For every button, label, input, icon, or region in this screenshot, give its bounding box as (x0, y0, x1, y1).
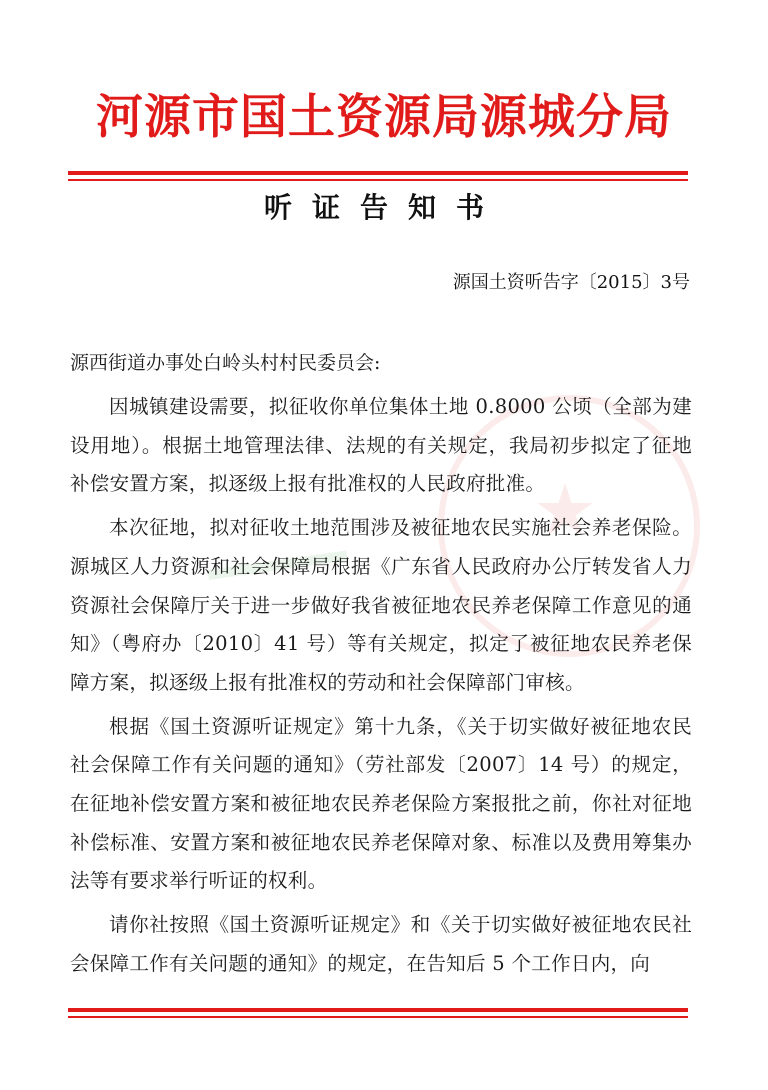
document-title: 听证告知书 (263, 191, 504, 224)
paragraph: 请你社按照《国土资源听证规定》和《关于切实做好被征地农民社会保障工作有关问题的通知》的规定，在告知后 5 个工作日内，向 (70, 913, 692, 975)
header-rule-thin (68, 179, 688, 181)
paragraph: 因城镇建设需要，拟征收你单位集体土地 0.8000 公顷（全部为建设用地）。根据土地管理法律、法规的有关规定，我局初步拟定了征地补偿安置方案，拟逐级上报有批准权的人民政府批准。 (70, 395, 692, 496)
letter-body (70, 388, 692, 989)
addressee: 源西街道办事处白岭头村村民委员会: (70, 352, 381, 374)
header-rule-thick (68, 171, 688, 175)
star-icon: ★ (532, 468, 598, 552)
footer-rule-thick (68, 1008, 688, 1012)
paragraph: 本次征地，拟对征收土地范围涉及被征地农民实施社会养老保险。源城区人力资源和社会保障局根据《广东省人民政府办公厅转发省人力资源社会保障厅关于进一步做好我省被征地农民养老保障工作意见的通知》（粤府办〔2010〕41 号）等有关规定，拟定了被征地农民养老保障方案，拟逐级上报有批准权的劳动和社会保障部门审核。 (70, 516, 692, 694)
document-number: 源国土资听告字〔2015〕3号 (452, 272, 690, 293)
footer-rule-thin (68, 1016, 688, 1018)
paragraph: 根据《国土资源听证规定》第十九条，《关于切实做好被征地农民社会保障工作有关问题的通知》（劳社部发〔2007〕14 号）的规定，在征地补偿安置方案和被征地农民养老保险方案报批之前，你社对征地补偿标准、安置方案和被征地农民养老保障对象、标准以及费用筹集办法等有要求举行听证的权利。 (70, 714, 692, 893)
organization-title: 河源市国土资源局源城分局 (96, 90, 672, 145)
